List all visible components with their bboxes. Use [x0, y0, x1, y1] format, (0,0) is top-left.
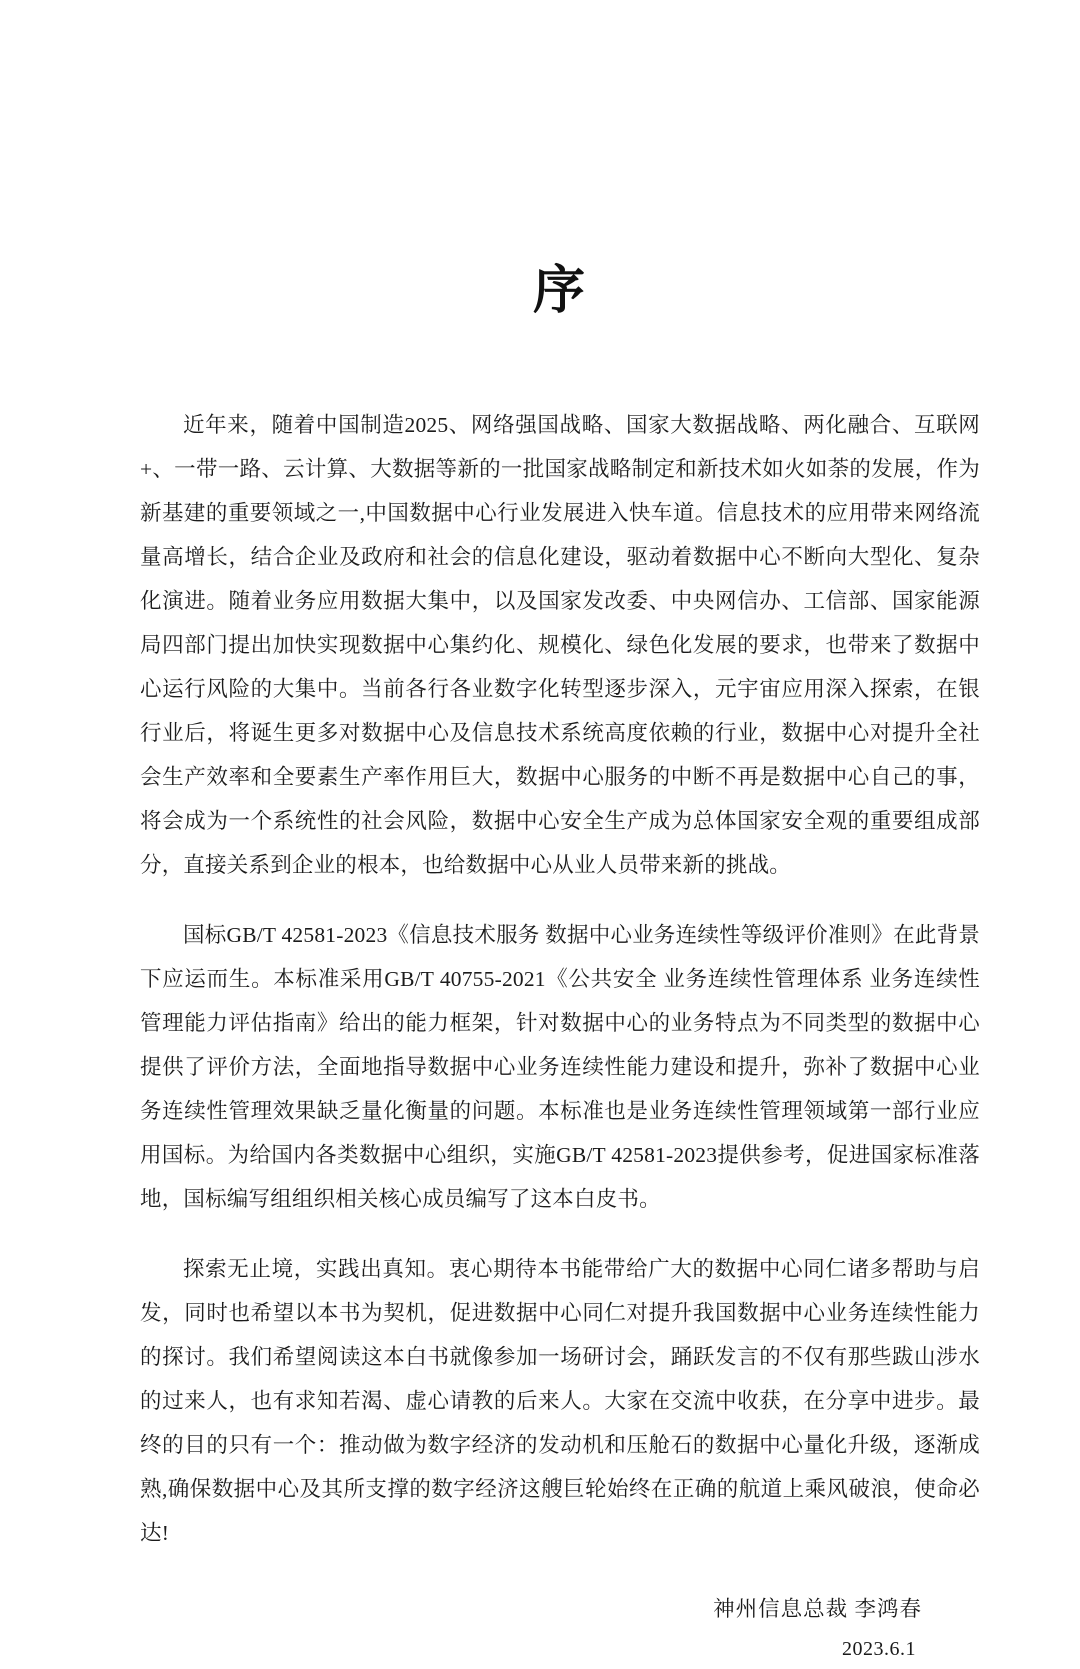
signature-date: 2023.6.1 — [842, 1638, 916, 1660]
signature-name: 神州信息总裁 李鸿春 — [713, 1597, 922, 1621]
preface-body — [140, 403, 980, 1555]
page-content — [140, 0, 980, 1660]
page-title: 序 — [532, 263, 587, 320]
signature-block — [140, 1589, 980, 1669]
paragraph-3: 探索无止境，实践出真知。衷心期待本书能带给广大的数据中心同仁诸多帮助与启发，同时也希望以本书为契机，促进数据中心同仁对提升我国数据中心业务连续性能力的探讨。我们希望阅读这本白书就像参加一场研讨会，踊跃发言的不仅有那些跋山涉水的过来人，也有求知若渴、虚心请教的后来人。大家在交流中收获，在分享中进步。最终的目的只有一个：推动做为数字经济的发动机和压舱石的数据中心量化升级，逐渐成熟,确保数据中心及其所支撑的数字经济这艘巨轮始终在正确的航道上乘风破浪，使命必达! — [140, 1257, 980, 1545]
paragraph-1: 近年来，随着中国制造2025、网络强国战略、国家大数据战略、两化融合、互联网+、一带一路、云计算、大数据等新的一批国家战略制定和新技术如火如荼的发展，作为新基建的重要领域之一,中国数据中心行业发展进入快车道。信息技术的应用带来网络流量高增长，结合企业及政府和社会的信息化建设，驱动着数据中心不断向大型化、复杂化演进。随着业务应用数据大集中，以及国家发改委、中央网信办、工信部、国家能源局四部门提出加快实现数据中心集约化、规模化、绿色化发展的要求，也带来了数据中心运行风险的大集中。当前各行各业数字化转型逐步深入，元宇宙应用深入探索，在银行业后，将诞生更多对数据中心及信息技术系统高度依赖的行业，数据中心对提升全社会生产效率和全要素生产率作用巨大，数据中心服务的中断不再是数据中心自己的事，将会成为一个系统性的社会风险，数据中心安全生产成为总体国家安全观的重要组成部分，直接关系到企业的根本，也给数据中心从业人员带来新的挑战。 — [140, 413, 980, 877]
paragraph-2: 国标GB/T 42581-2023《信息技术服务 数据中心业务连续性等级评价准则》在此背景下应运而生。本标准采用GB/T 40755-2021《公共安全 业务连续性管理体系 业务连续性管理能力评估指南》给出的能力框架，针对数据中心的业务特点为不同类型的数据中心提供了评价方法，全面地指导数据中心业务连续性能力建设和提升，弥补了数据中心业务连续性管理效果缺乏量化衡量的问题。本标准也是业务连续性管理领域第一部行业应用国标。为给国内各类数据中心组织，实施GB/T 42581-2023提供参考，促进国家标准落地，国标编写组组织相关核心成员编写了这本白皮书。 — [140, 923, 980, 1211]
